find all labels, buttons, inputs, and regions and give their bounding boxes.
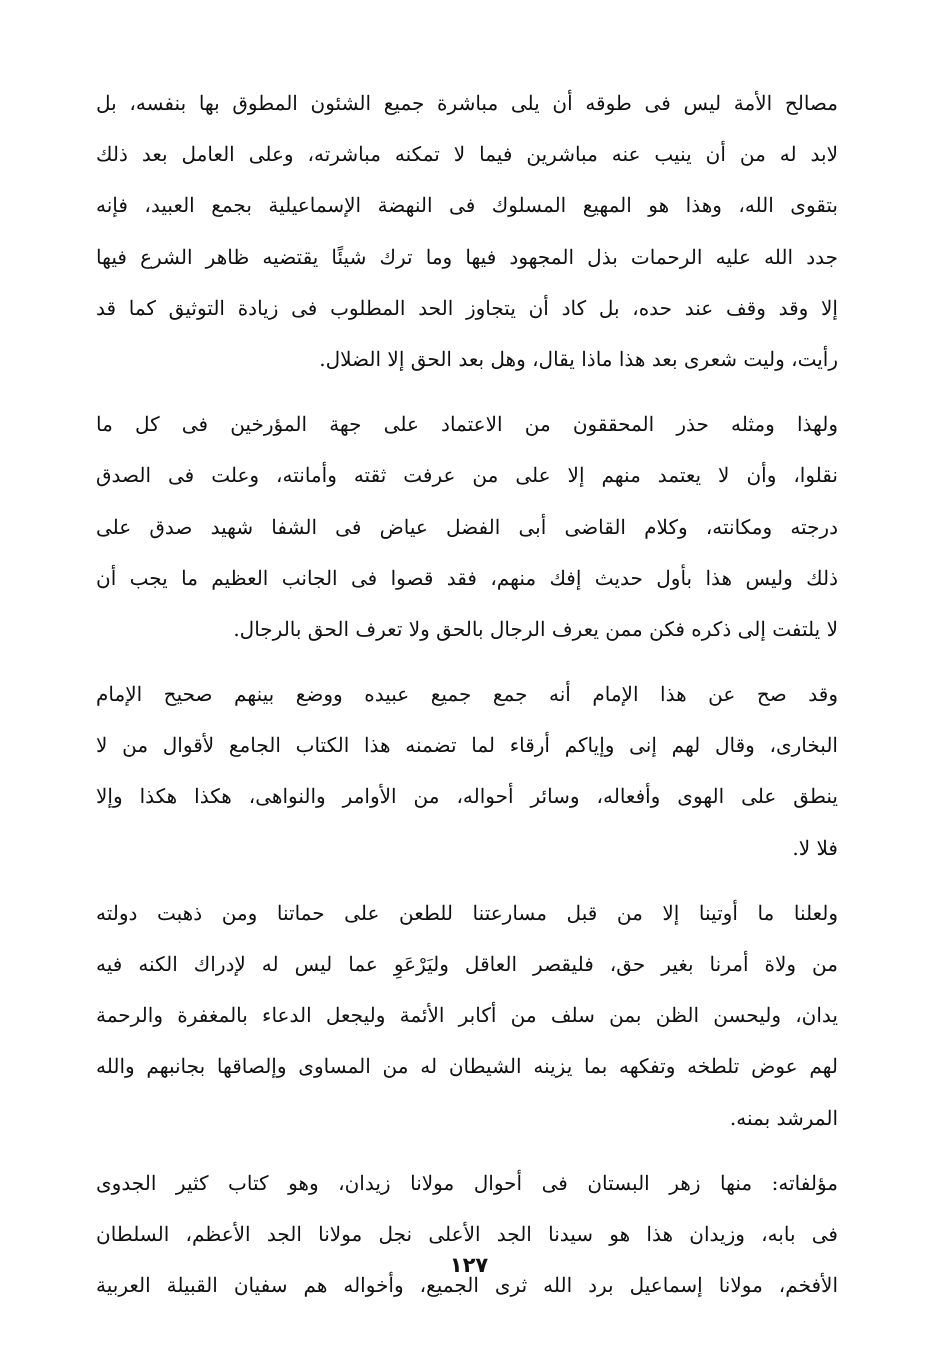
text-line: لا يلتفت إلى ذكره فكن ممن يعرف الرجال بالحق ولا تعرف الحق بالرجال. xyxy=(233,616,838,641)
text-line: وقد صح عن هذا الإمام أنه جمع جميع عبيده ووضع بينهم صحيح الإمام xyxy=(96,682,838,707)
page-number: ١٢٧ xyxy=(449,1253,489,1277)
text-line: فلا لا. xyxy=(792,835,838,860)
text-line: مؤلفاته: منها زهر البستان فى أحوال مولانا زيدان، وهو كتاب كثير الجدوى xyxy=(96,1170,838,1195)
paragraph xyxy=(96,399,838,655)
text-line: المرشد بمنه. xyxy=(729,1105,838,1130)
text-line: مصالح الأمة ليس فى طوقه أن يلى مباشرة جميع الشئون المطوق بها بنفسه، بل xyxy=(96,91,838,115)
body-text xyxy=(96,78,838,1311)
text-line: بتقوى الله، وهذا هو المهيع المسلوك فى النهضة الإسماعيلية بجمع العبيد، فإنه xyxy=(96,193,839,218)
text-line: جدد الله عليه الرحمات بذل المجهود فيها وما ترك شيئًا يقتضيه ظاهر الشرع فيها xyxy=(96,244,838,269)
text-line: لابد له من أن ينيب عنه مباشرين فيما لا تمكنه مباشرته، وعلى العامل بعد ذلك xyxy=(96,142,838,167)
text-line: من ولاة أمرنا بغير حق، فليقصر العاقل وليَرْعَوِ عما ليس له لإدراك الكنه فيه xyxy=(96,952,838,976)
text-line: لهم عوض تلطخه وتفكهه بما يزينه الشيطان له من المساوى وإلصاقها بجانبهم والله xyxy=(96,1054,838,1079)
paragraph xyxy=(96,78,838,385)
text-line: نقلوا، وأن لا يعتمد منهم إلا على من عرفت ثقته وأمانته، وعلت فى الصدق xyxy=(96,463,838,488)
paragraph xyxy=(96,888,838,1144)
text-line: ينطق على الهوى وأفعاله، وسائر أحواله، من الأوامر والنواهى، هكذا هكذا وإلا xyxy=(96,784,838,809)
text-line: يدان، وليحسن الظن بمن سلف من أكابر الأئمة وليجعل الدعاء بالمغفرة والرحمة xyxy=(96,1003,838,1028)
text-line: البخارى، وقال لهم إنى وإياكم أرقاء لما تضمنه هذا الكتاب الجامع لأقوال من لا xyxy=(96,733,838,758)
paragraph xyxy=(96,669,838,874)
text-line: ذلك وليس هذا بأول حديث إفك منهم، فقد قصوا فى الجانب العظيم ما يجب أن xyxy=(96,565,838,590)
paragraph xyxy=(96,1158,838,1312)
text-line: ولهذا ومثله حذر المحققون من الاعتماد على جهة المؤرخين فى كل ما xyxy=(96,412,838,437)
text-line: رأيت، وليت شعرى بعد هذا ماذا يقال، وهل بعد الحق إلا الضلال. xyxy=(319,346,838,371)
text-line: ولعلنا ما أوتينا إلا من قبل مسارعتنا للطعن على حماتنا ومن ذهبت دولته xyxy=(96,900,838,925)
text-line: درجته ومكانته، وكلام القاضى أبى الفضل عياض فى الشفا شهيد صدق على xyxy=(96,514,838,539)
text-line: الأفخم، مولانا إسماعيل برد الله ثرى الجميع، وأخواله هم سفيان القبيلة العربية xyxy=(96,1273,839,1298)
text-line: فى بابه، وزيدان هذا هو سيدنا الجد الأعلى نجل مولانا الجد الأعظم، السلطان xyxy=(96,1221,838,1246)
text-line: إلا وقد وقف عند حده، بل كاد أن يتجاوز الحد المطلوب فى زيادة التوثيق كما قد xyxy=(96,295,838,320)
